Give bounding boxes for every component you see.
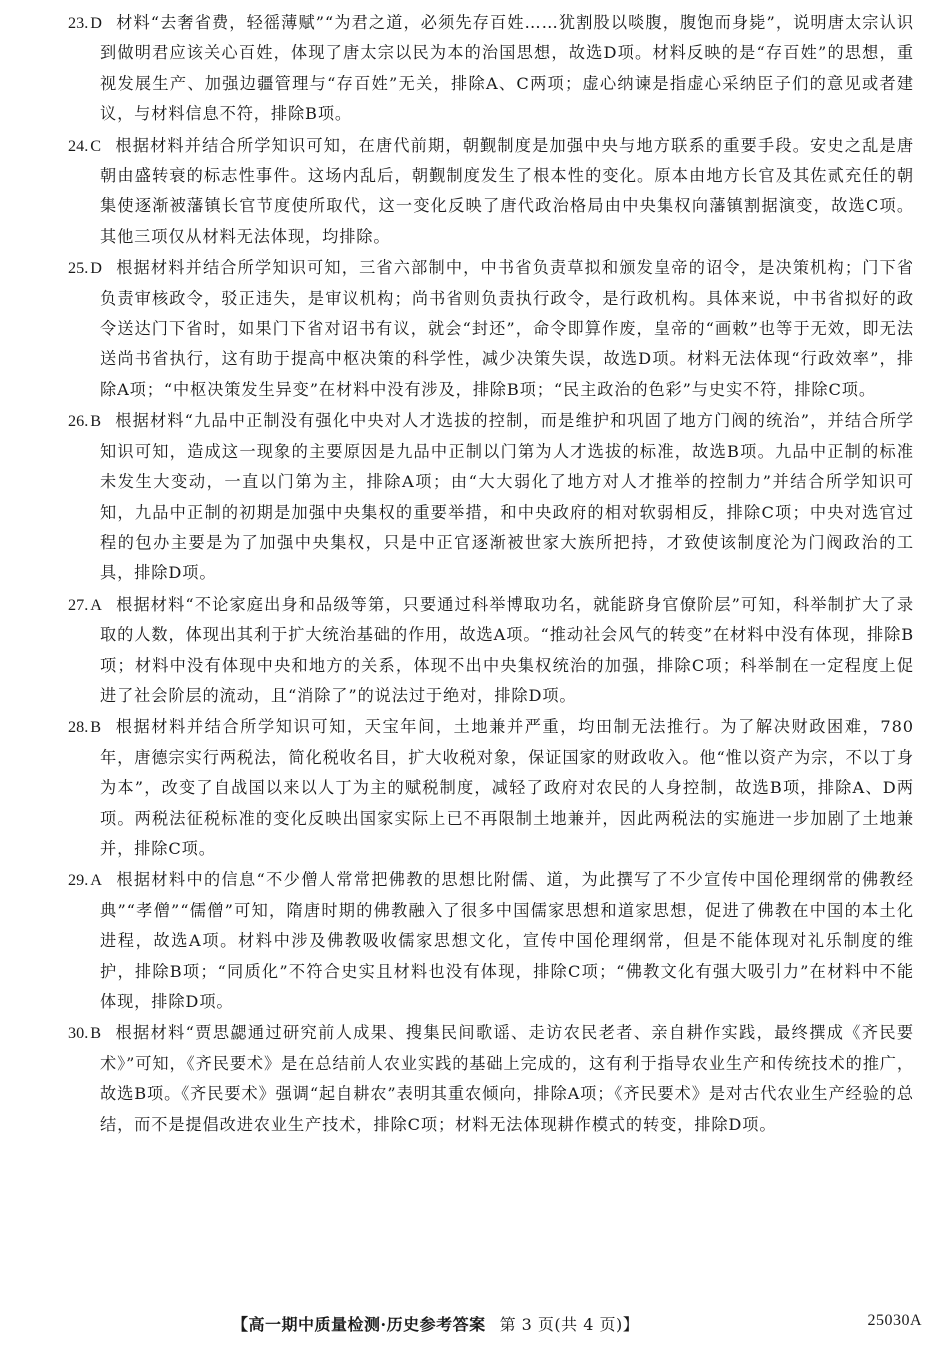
answer-number: 26.: [68, 412, 89, 431]
answer-explanation: 材料“去奢省费，轻徭薄赋”“为君之道，必须先存百姓……犹割股以啖腹，腹饱而身毙”，说明唐太宗认识到做明君应该关心百姓，体现了唐太宗以民为本的治国思想，故选D项。材料反映的是“存百姓”的思想，重视发展生产、加强边疆管理与“存百姓”无关，排除A、C两项；虚心纳谏是指虚心采纳臣子们的意见或者建议，与材料信息不符，排除B项。: [100, 13, 914, 124]
answer-item-23: [68, 8, 914, 130]
answer-number: 30.: [68, 1024, 89, 1043]
answer-item-29: [68, 865, 914, 1017]
answer-item-28: [68, 712, 914, 864]
answer-choice: A: [90, 595, 102, 614]
answer-item-25: [68, 253, 914, 405]
answer-paragraph: [68, 253, 914, 405]
answer-paragraph: [68, 406, 914, 588]
answer-number: 24.: [68, 136, 89, 155]
answer-number: 27.: [68, 595, 89, 614]
answer-explanation: 根据材料并结合所学知识可知，天宝年间，土地兼并严重，均田制无法推行。为了解决财政困难，780年，唐德宗实行两税法，简化税收名目，扩大收税对象，保证国家的财政收入。他“惟以资产为宗，不以丁身为本”，改变了自战国以来以人丁为主的赋税制度，减轻了政府对农民的人身控制，故选B项，排除A、D两项。两税法征税标准的变化反映出国家实际上已不再限制土地兼并，因此两税法的实施进一步加剧了土地兼并，排除C项。: [100, 717, 914, 858]
answer-number: 23.: [68, 14, 89, 32]
answer-choice: D: [90, 259, 102, 278]
answer-number: 29.: [68, 871, 89, 890]
answer-list: [68, 8, 914, 1141]
answer-item-30: [68, 1018, 914, 1140]
answer-paragraph: [68, 131, 914, 253]
answer-choice: C: [90, 136, 102, 155]
answer-choice: A: [90, 871, 102, 890]
answer-paragraph: [68, 865, 914, 1017]
answer-paragraph: [68, 1018, 914, 1140]
answer-item-24: [68, 131, 914, 253]
footer-code: 25030A: [867, 1312, 922, 1329]
answer-choice: D: [90, 14, 102, 32]
answer-paragraph: [68, 590, 914, 712]
answer-paragraph: [68, 8, 914, 130]
answer-explanation: 根据材料“不论家庭出身和品级等第，只要通过科举博取功名，就能跻身官僚阶层”可知，科举制扩大了录取的人数，体现出其利于扩大统治基础的作用，故选A项。“推动社会风气的转变”在材料中没有体现，排除B项；材料中没有体现中央和地方的关系，体现不出中央集权统治的加强，排除C项；科举制在一定程度上促进了社会阶层的流动，且“消除了”的说法过于绝对，排除D项。: [100, 594, 914, 705]
answer-explanation: 根据材料“九品中正制没有强化中央对人才选拔的控制，而是维护和巩固了地方门阀的统治”，并结合所学知识可知，造成这一现象的主要原因是九品中正制以门第为人才选拔的标准，故选B项。九品中正制的标准未发生大变动，一直以门第为主，排除A项；由“大大弱化了地方对人才推举的控制力”并结合所学知识可知，九品中正制的初期是加强中央集权的重要举措，和中央政府的相对软弱相反，排除C项；中央对选官过程的包办主要是为了加强中央集权，只是中正官逐渐被世家大族所把持，才致使该制度沦为门阀政治的工具，排除D项。: [100, 411, 914, 583]
answer-choice: B: [90, 718, 102, 737]
answer-choice: B: [90, 412, 102, 431]
answer-item-27: [68, 590, 914, 712]
answer-number: 28.: [68, 718, 89, 737]
footer-title-block: [232, 1312, 639, 1335]
answer-explanation: 根据材料中的信息“不少僧人常常把佛教的思想比附儒、道，为此撰写了不少宣传中国伦理纲常的佛教经典”“孝僧”“儒僧”可知，隋唐时期的佛教融入了很多中国儒家思想和道家思想，促进了佛教在中国的本土化进程，故选A项。材料中涉及佛教吸收儒家思想文化，宣传中国伦理纲常，但是不能体现对礼乐制度的维护，排除B项；“同质化”不符合史实且材料也没有体现，排除C项；“佛教文化有强大吸引力”在材料中不能体现，排除D项。: [100, 870, 914, 1011]
footer-title: 【高一期中质量检测·历史参考答案: [232, 1315, 486, 1334]
answer-explanation: 根据材料并结合所学知识可知，在唐代前期，朝觐制度是加强中央与地方联系的重要手段。安史之乱是唐朝由盛转衰的标志性事件。这场内乱后，朝觐制度发生了根本性的变化。原本由地方长官及其佐贰充任的朝集使逐渐被藩镇长官节度使所取代，这一变化反映了唐代政治格局由中央集权向藩镇割据演变，故选C项。其他三项仅从材料无法体现，均排除。: [100, 135, 914, 246]
answer-paragraph: [68, 712, 914, 864]
answer-number: 25.: [68, 259, 89, 278]
answer-item-26: [68, 406, 914, 588]
answer-explanation: 根据材料“贾思勰通过研究前人成果、搜集民间歌谣、走访农民老者、亲自耕作实践，最终撰成《齐民要术》”可知，《齐民要术》是在总结前人农业实践的基础上完成的，这有利于指导农业生产和传统技术的推广，故选B项。《齐民要术》强调“起自耕农”表明其重农倾向，排除A项；《齐民要术》是对古代农业生产经验的总结，而不是提倡改进农业生产技术，排除C项；材料无法体现耕作模式的转变，排除D项。: [100, 1023, 914, 1134]
answer-choice: B: [90, 1024, 102, 1043]
footer-page-number: 第 3 页(共 4 页)】: [499, 1315, 640, 1334]
answer-explanation: 根据材料并结合所学知识可知，三省六部制中，中书省负责草拟和颁发皇帝的诏令，是决策机构；门下省负责审核政令，驳正违失，是审议机构；尚书省则负责执行政令，是行政机构。具体来说，中书省拟好的政令送达门下省时，如果门下省对诏书有议，就会“封还”，命令即算作废，皇帝的“画敕”也等于无效，即无法送尚书省执行，这有助于提高中枢决策的科学性，减少决策失误，故选D项。材料无法体现“行政效率”，排除A项；“中枢决策发生异变”在材料中没有涉及，排除B项；“民主政治的色彩”与史实不符，排除C项。: [100, 258, 914, 399]
page-footer: [0, 1306, 950, 1336]
